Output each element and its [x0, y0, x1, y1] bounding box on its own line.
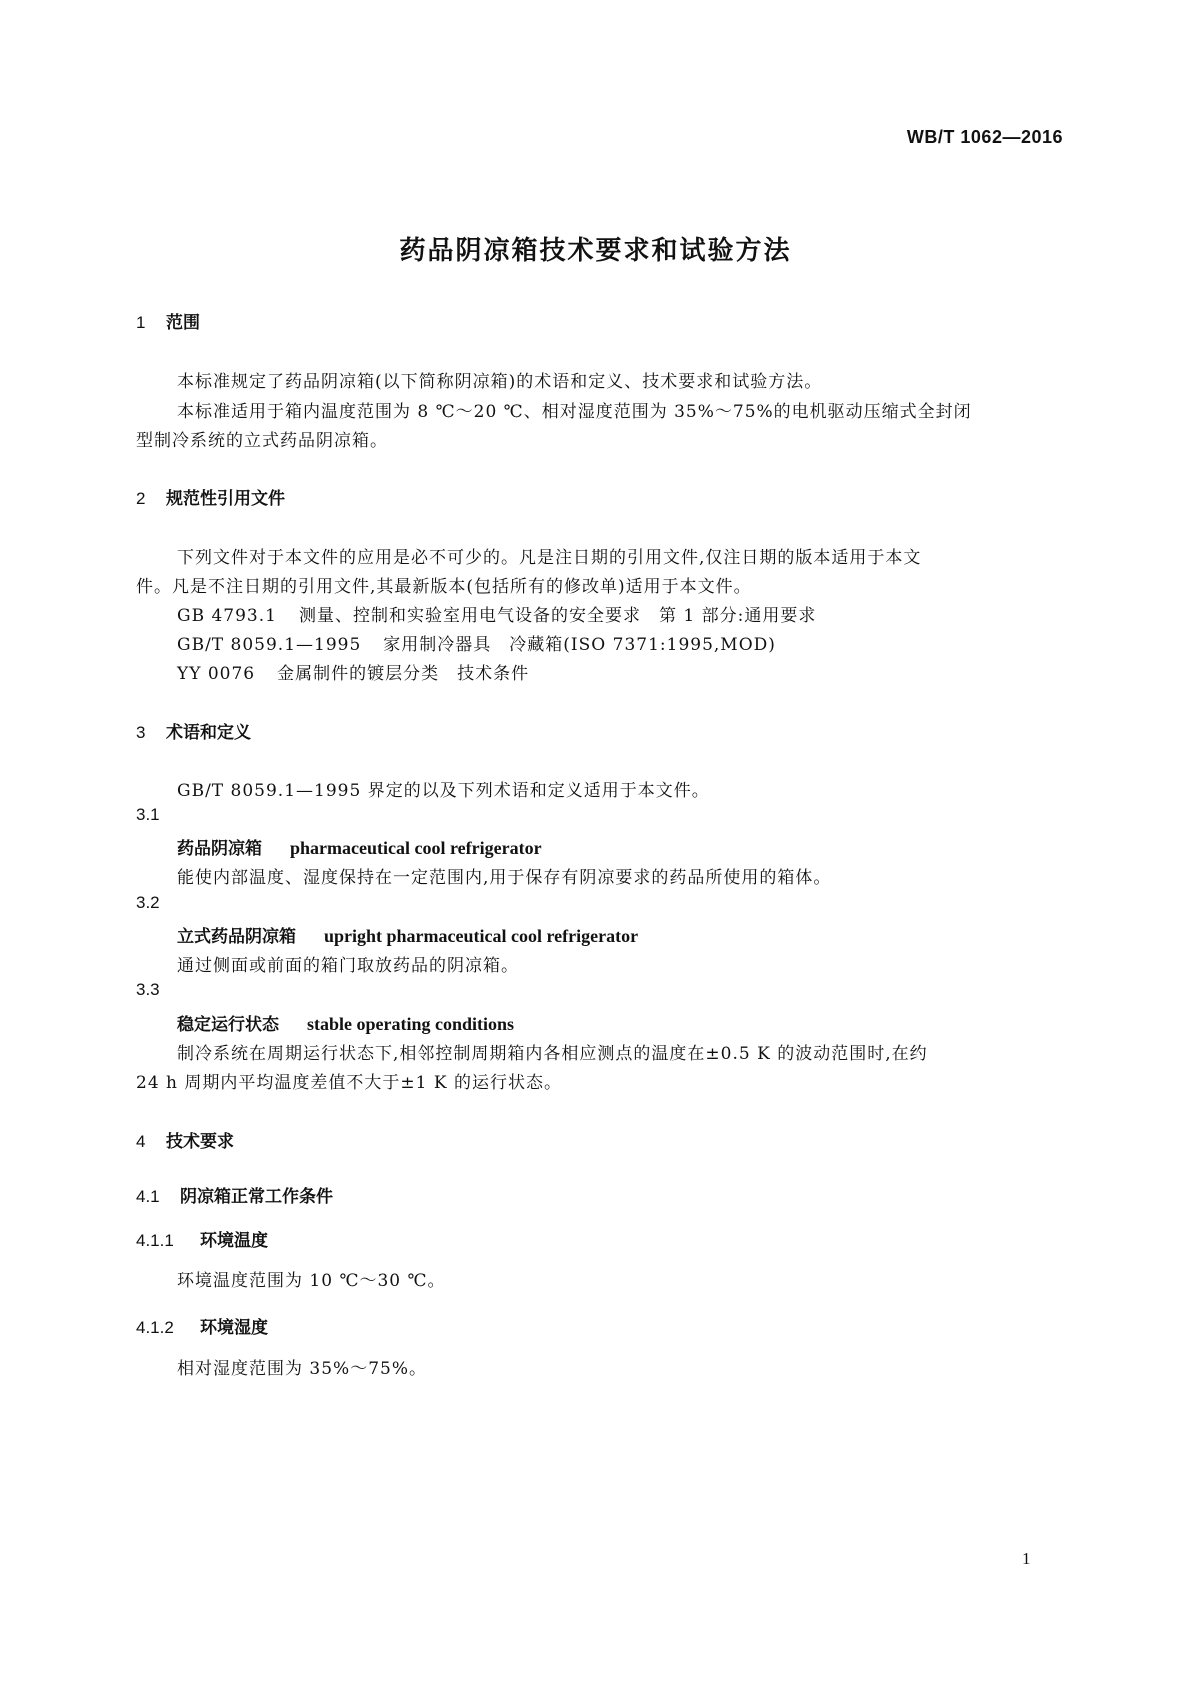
section-number: 1 [136, 313, 146, 332]
subsection-number: 4.1.1 [136, 1231, 174, 1250]
paragraph: 本标准规定了药品阴凉箱(以下简称阴凉箱)的术语和定义、技术要求和试验方法。 [177, 372, 823, 392]
page-number: 1 [1022, 1549, 1031, 1568]
section-2-heading [136, 484, 285, 509]
term-entry [177, 1010, 514, 1035]
section-number: 2 [136, 489, 146, 508]
term-entry [177, 834, 542, 859]
normative-reference [177, 659, 529, 684]
subsection-title: 阴凉箱正常工作条件 [180, 1187, 333, 1207]
reference-code: GB/T 8059.1—1995 [177, 635, 362, 655]
term-definition: 制冷系统在周期运行状态下,相邻控制周期箱内各相应测点的温度在±0.5 K 的波动范围时,在约 [177, 1044, 928, 1064]
term-number: 3.1 [136, 805, 160, 824]
section-3-heading [136, 718, 251, 743]
subsection-title: 环境温度 [200, 1231, 268, 1251]
section-title: 术语和定义 [166, 723, 251, 743]
section-number: 4 [136, 1132, 146, 1151]
paragraph-continuation: 件。凡是不注日期的引用文件,其最新版本(包括所有的修改单)适用于本文件。 [136, 577, 752, 597]
section-4-1-2-heading [136, 1313, 268, 1338]
term-entry [177, 922, 638, 947]
subsection-title: 环境湿度 [200, 1318, 268, 1338]
paragraph-continuation: 型制冷系统的立式药品阴凉箱。 [136, 431, 388, 451]
paragraph: 环境温度范围为 10 ℃～30 ℃。 [177, 1271, 446, 1291]
term-name-en: pharmaceutical cool refrigerator [290, 838, 542, 858]
term-name-zh: 立式药品阴凉箱 [177, 927, 296, 947]
section-1-heading [136, 308, 200, 333]
section-4-1-1-heading [136, 1226, 268, 1251]
section-title: 规范性引用文件 [166, 489, 285, 509]
term-name-en: upright pharmaceutical cool refrigerator [324, 926, 639, 946]
reference-title: 测量、控制和实验室用电气设备的安全要求 第 1 部分:通用要求 [298, 606, 817, 626]
term-definition-continuation: 24 h 周期内平均温度差值不大于±1 K 的运行状态。 [136, 1073, 562, 1093]
reference-code: GB 4793.1 [177, 606, 277, 626]
section-title: 技术要求 [166, 1132, 234, 1152]
section-title: 范围 [166, 313, 200, 333]
normative-reference [177, 601, 816, 626]
term-number: 3.3 [136, 980, 160, 999]
term-number: 3.2 [136, 893, 160, 912]
paragraph: 相对湿度范围为 35%～75%。 [177, 1359, 427, 1379]
section-4-1-heading [136, 1182, 333, 1207]
document-title: 药品阴凉箱技术要求和试验方法 [399, 236, 792, 266]
normative-reference [177, 630, 776, 655]
term-definition: 通过侧面或前面的箱门取放药品的阴凉箱。 [177, 956, 519, 976]
term-name-zh: 稳定运行状态 [177, 1015, 279, 1035]
reference-title: 家用制冷器具 冷藏箱(ISO 7371:1995,MOD) [383, 635, 776, 655]
section-number: 3 [136, 723, 146, 742]
paragraph: GB/T 8059.1—1995 界定的以及下列术语和定义适用于本文件。 [177, 781, 710, 801]
paragraph: 本标准适用于箱内温度范围为 8 ℃～20 ℃、相对湿度范围为 35%～75%的电机驱动压缩式全封闭 [177, 402, 972, 422]
subsection-number: 4.1 [136, 1187, 160, 1206]
term-definition: 能使内部温度、湿度保持在一定范围内,用于保存有阴凉要求的药品所使用的箱体。 [177, 868, 832, 888]
paragraph: 下列文件对于本文件的应用是必不可少的。凡是注日期的引用文件,仅注日期的版本适用于本文 [177, 548, 922, 568]
term-name-en: stable operating conditions [307, 1014, 515, 1034]
section-4-heading [136, 1127, 234, 1152]
reference-title: 金属制件的镀层分类 技术条件 [277, 664, 530, 684]
subsection-number: 4.1.2 [136, 1318, 174, 1337]
reference-code: YY 0076 [177, 664, 256, 684]
standard-code: WB/T 1062—2016 [906, 127, 1063, 147]
term-name-zh: 药品阴凉箱 [177, 839, 262, 859]
